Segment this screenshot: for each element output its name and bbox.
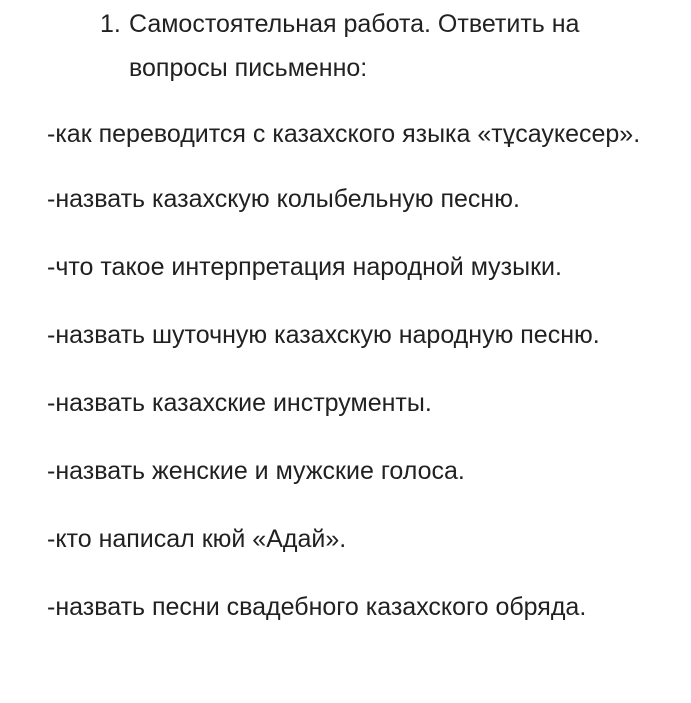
question-item: -назвать казахскую колыбельную песню. <box>47 185 520 213</box>
question-item: -как переводится с казахского языка «тұсаукесер». <box>47 120 641 148</box>
question-item: -что такое интерпретация народной музыки. <box>47 253 562 281</box>
question-item: -назвать казахские инструменты. <box>47 389 432 417</box>
question-item: -назвать женские и мужские голоса. <box>47 457 465 485</box>
task-text: Самостоятельная работа. Ответить на вопросы письменно: <box>129 10 580 82</box>
question-item: -назвать песни свадебного казахского обряда. <box>47 593 587 621</box>
task-number: 1. <box>100 10 121 38</box>
question-item: -назвать шуточную казахскую народную песню. <box>47 321 600 349</box>
question-item: -кто написал кюй «Адай». <box>47 525 347 553</box>
task-heading <box>100 2 680 90</box>
question-list <box>47 112 677 653</box>
